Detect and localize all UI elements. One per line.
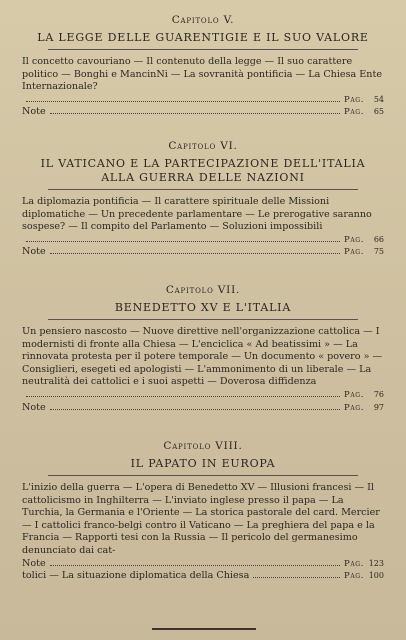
divider <box>48 475 358 476</box>
notes-entry: Note Pag. 75 <box>22 246 384 258</box>
page-entry: Pag. 76 <box>22 389 384 402</box>
chapter-summary: Il concetto cavouriano — Il contenuto della legge — Il suo carattere politico — Bonghi e MancinNi — La sovranità pontificia — La Chiesa Ente Internazionale? <box>22 56 383 93</box>
notes-entry: Note Pag. 97 <box>22 401 384 413</box>
chapter-summary: La diplomazia pontificia — Il carattere spirituale delle Missioni diplomatiche — Un precedente parlamentare — Le prerogative saranno sospese? — Il compito del Parlamento — Soluzioni impossibili <box>22 196 372 233</box>
page-entry: tolici — La situazione diplomatica della Chiesa Pag. 100 <box>22 570 384 582</box>
notes-entry: Note Pag. 123 <box>22 557 384 569</box>
notes-entry: Note Pag. 65 <box>22 106 384 118</box>
chapter-heading: BENEDETTO XV E L'ITALIA <box>114 301 292 314</box>
page-entry: Pag. 66 <box>22 234 384 247</box>
chapter-label: Capitolo VIII. <box>163 440 243 452</box>
divider <box>48 319 358 320</box>
chapter-6 <box>22 140 384 259</box>
divider <box>48 49 358 50</box>
chapter-8 <box>22 440 384 583</box>
divider <box>48 189 358 190</box>
chapter-label: Capitolo VII. <box>165 284 241 296</box>
chapter-label: Capitolo VI. <box>168 140 238 152</box>
chapter-heading: IL VATICANO E LA PARTECIPAZIONE DELL'ITALIA ALLA GUERRA DELLE NAZIONI <box>40 157 366 184</box>
chapter-label: Capitolo V. <box>171 14 235 26</box>
chapter-summary: L'inizio della guerra — L'opera di Benedetto XV — Illusioni francesi — Il cattolicismo in Inghilterra — L'inviato inglese presso il papa — La Turchia, la Germania e l'Oriente — La storica pastorale del card. Mercier — I cattolici franco-belgi contro il Vaticano — La preghiera del papa e la Francia — Rapporti tesi con la Russia — Il pericolo del germanesimo denunciato dai cat- <box>22 482 380 556</box>
chapter-7 <box>22 284 384 414</box>
chapter-5 <box>22 14 384 119</box>
chapter-heading: LA LEGGE DELLE GUARENTIGIE E IL SUO VALORE <box>37 31 369 44</box>
chapter-heading: IL PAPATO IN EUROPA <box>130 457 276 470</box>
chapter-summary: Un pensiero nascosto — Nuove direttive nell'organizzazione cattolica — I modernisti di fronte alla Chiesa — L'enciclica « Ad beatissimi » — La rinnovata protesta per il potere temporale — Un documento « povero » — Consiglieri, esegeti ed apologisti — L'ammonimento di un liberale — La neutralità dei cattolici e i suoi aspetti — Doverosa diffidenza <box>22 326 383 388</box>
bottom-divider <box>152 628 256 630</box>
page-entry: Pag. 54 <box>22 94 384 107</box>
